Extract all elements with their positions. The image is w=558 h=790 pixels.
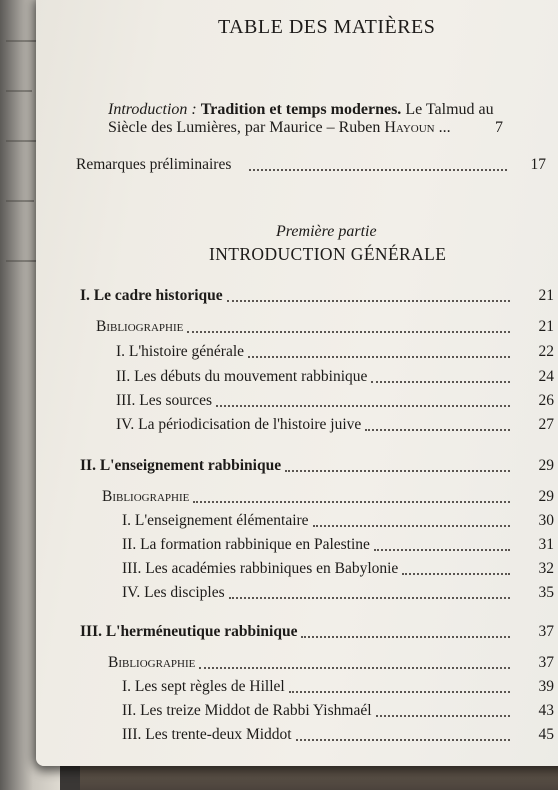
toc-entry-label: I. Le cadre historique — [80, 287, 223, 304]
dot-leader — [313, 525, 510, 527]
spine-shadow — [6, 140, 40, 142]
intro-title: Tradition et temps modernes. — [200, 101, 402, 118]
dot-leader — [402, 573, 510, 575]
part-label: Première partie — [276, 223, 377, 240]
toc-page-number: 17 — [530, 156, 546, 173]
dot-leader — [227, 300, 510, 302]
toc-entry — [116, 368, 554, 386]
toc-entry — [122, 536, 554, 554]
toc-entry — [96, 318, 554, 336]
toc-page-number: 45 — [538, 726, 554, 743]
toc-entry-label: Bibliographie — [102, 488, 190, 505]
toc-chapter-heading — [80, 457, 554, 475]
toc-page-number: 37 — [538, 654, 554, 671]
toc-row-remarks — [76, 156, 546, 174]
toc-entry — [122, 726, 554, 744]
toc-entry-label: III. L'herméneutique rabbinique — [80, 623, 298, 640]
toc-page-number: 24 — [538, 368, 554, 385]
toc-entry — [116, 392, 554, 410]
dot-leader — [371, 381, 510, 383]
toc-page-number: 37 — [538, 623, 554, 640]
dot-leader — [199, 667, 510, 669]
toc-entry — [122, 702, 554, 720]
toc-entry — [102, 488, 554, 506]
toc-page-number: 26 — [538, 392, 554, 409]
intro-line2: Siècle des Lumières, par Maurice – Ruben — [108, 119, 381, 136]
dot-leader — [301, 636, 510, 638]
toc-entry-label: III. Les trente-deux Middot — [122, 726, 292, 743]
toc-entry-label: II. Les treize Middot de Rabbi Yishmaél — [122, 702, 372, 719]
dot-leader — [285, 470, 510, 472]
toc-entry-label: II. L'enseignement rabbinique — [80, 457, 282, 474]
toc-page-number: 30 — [538, 512, 554, 529]
book-page — [36, 0, 558, 766]
spine-shadow — [6, 260, 38, 262]
toc-chapter-heading — [80, 623, 554, 641]
toc-page-number: 29 — [538, 457, 554, 474]
toc-entry-label: IV. La périodicisation de l'histoire juive — [116, 416, 362, 433]
toc-entry — [122, 584, 554, 602]
toc-page-number: 43 — [538, 702, 554, 719]
intro-leader: ... — [438, 119, 451, 136]
dot-leader — [249, 169, 507, 171]
toc-page-number: 29 — [538, 488, 554, 505]
toc-entry-label: I. Les sept règles de Hillel — [122, 678, 285, 695]
dot-leader — [365, 429, 510, 431]
dot-leader — [374, 549, 510, 551]
spine-shadow — [6, 90, 32, 92]
toc-page-number: 21 — [538, 287, 554, 304]
toc-page-number: 31 — [538, 536, 554, 553]
intro-entry-line1 — [108, 101, 494, 119]
toc-entry — [108, 654, 554, 672]
dot-leader — [187, 331, 510, 333]
toc-entry-label: Bibliographie — [108, 654, 196, 671]
toc-entry — [116, 416, 554, 434]
toc-page-number: 39 — [538, 678, 554, 695]
intro-title-rest: Le Talmud au — [405, 101, 494, 118]
dot-leader — [376, 715, 510, 717]
toc-entry-label: I. L'histoire générale — [116, 343, 245, 360]
toc-entry-label: Bibliographie — [96, 318, 184, 335]
toc-entry-label: Remarques préliminaires — [76, 156, 232, 173]
dot-leader — [248, 356, 510, 358]
dot-leader — [289, 691, 510, 693]
part-title: INTRODUCTION GÉNÉRALE — [209, 244, 447, 264]
toc-page-number: 35 — [538, 584, 554, 601]
dot-leader — [193, 501, 510, 503]
intro-page-number: 7 — [495, 119, 503, 136]
dot-leader — [229, 597, 510, 599]
toc-page-number: 22 — [538, 343, 554, 360]
toc-page-number: 21 — [538, 318, 554, 335]
toc-entry-label: III. Les académies rabbiniques en Babylonie — [122, 560, 399, 577]
intro-entry-line2 — [108, 119, 451, 137]
toc-entry-label: IV. Les disciples — [122, 584, 225, 601]
intro-author-surname: Hayoun — [384, 119, 435, 136]
intro-label: Introduction : — [108, 101, 197, 118]
toc-entry — [122, 512, 554, 530]
spine-shadow — [6, 200, 34, 202]
toc-entry — [122, 560, 554, 578]
spine-shadow — [6, 40, 36, 42]
toc-page-number: 32 — [538, 560, 554, 577]
toc-entry-label: II. La formation rabbinique en Palestine — [122, 536, 370, 553]
toc-entry — [116, 343, 554, 361]
dot-leader — [216, 405, 510, 407]
toc-entry-label: III. Les sources — [116, 392, 212, 409]
toc-entry — [122, 678, 554, 696]
toc-entry-label: I. L'enseignement élémentaire — [122, 512, 309, 529]
toc-chapter-heading — [80, 287, 554, 305]
dot-leader — [296, 739, 510, 741]
page-title: TABLE DES MATIÈRES — [218, 16, 436, 38]
toc-entry-label: II. Les débuts du mouvement rabbinique — [116, 368, 368, 385]
toc-page-number: 27 — [538, 416, 554, 433]
